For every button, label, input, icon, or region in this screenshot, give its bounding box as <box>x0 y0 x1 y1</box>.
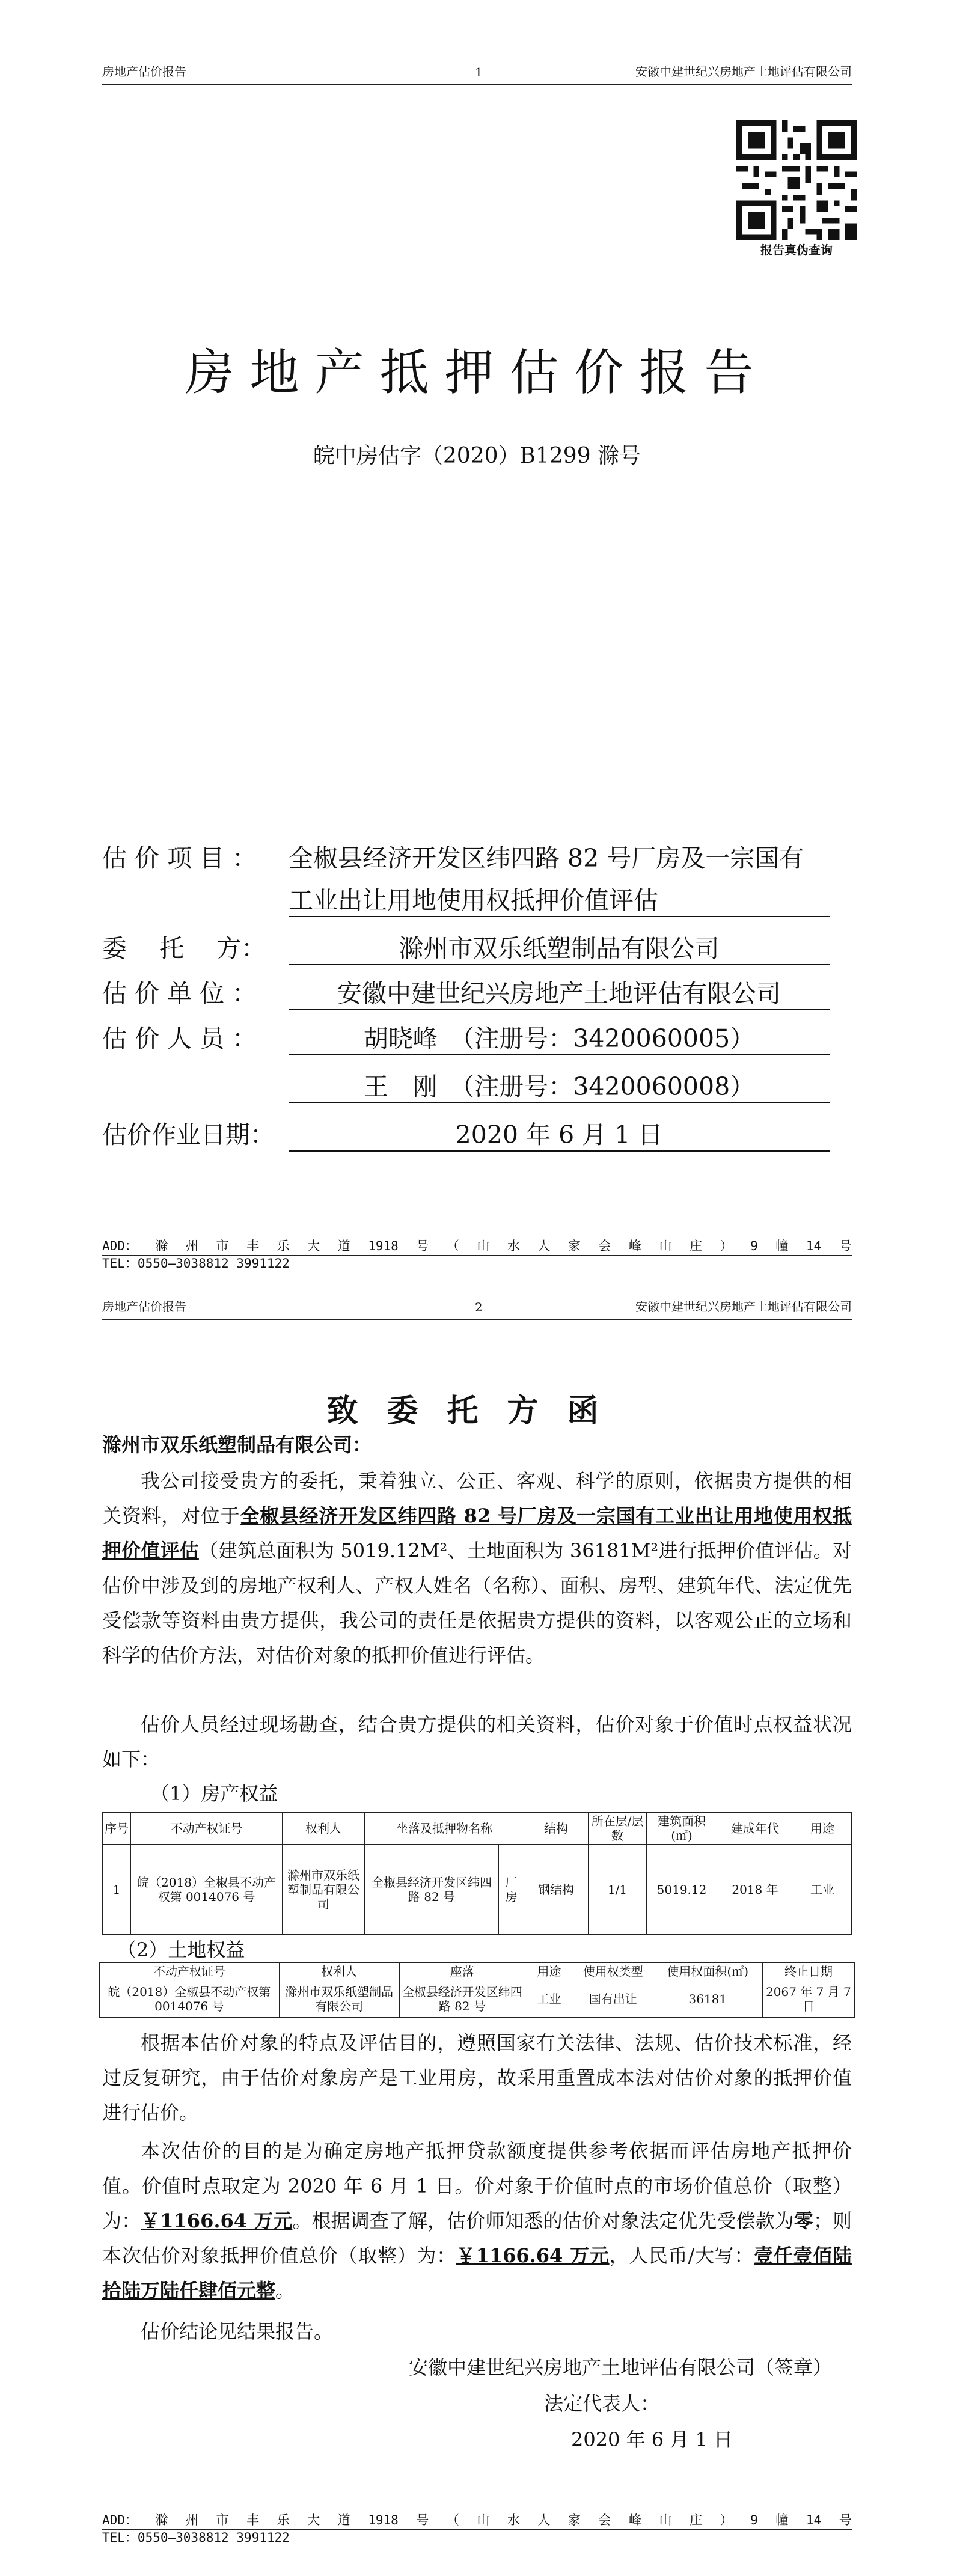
page-header <box>102 60 852 85</box>
project-label: 估 价 项 目 ： <box>102 844 257 873</box>
paragraph-inspection: 估价人员经过现场勘查，结合贵方提供的相关资料，估价对象于价值时点权益状况如下： <box>102 1713 852 1771</box>
header-report-name: 房地产估价报告 <box>102 1299 186 1314</box>
table-header-cell: 使用权面积(㎡) <box>653 1963 762 1980</box>
footer-address-token: 州 <box>186 2513 198 2527</box>
table-cell: 皖（2018）全椒县不动产权第 0014076 号 <box>100 1980 280 2018</box>
table-header-cell: 建成年代 <box>717 1813 793 1845</box>
table-header-cell: 不动产权证号 <box>131 1813 283 1845</box>
paragraph-text: ，人民币/大写： <box>609 2244 754 2267</box>
footer-address-token: 峰 <box>629 2513 642 2527</box>
project-value-line1: 全椒县经济开发区纬四路 82 号厂房及一宗国有 <box>289 844 804 873</box>
table-cell: 2018 年 <box>717 1845 793 1935</box>
table-cell: 皖（2018）全椒县不动产权第 0014076 号 <box>131 1845 283 1935</box>
footer-address-token: 会 <box>598 1239 611 1253</box>
footer-address-token: ） <box>720 1239 733 1253</box>
footer-address-token: 人 <box>537 2513 551 2527</box>
paragraph-text: 。根据调查了解，估价师知悉的估价对象法定优先受偿款为 <box>292 2209 794 2232</box>
header-page-number: 2 <box>475 1300 483 1314</box>
table-header-cell: 权利人 <box>279 1963 399 1980</box>
footer-address-token: 峰 <box>629 1239 642 1253</box>
land-rights-table <box>99 1962 855 2018</box>
table-cell: 滁州市双乐纸塑制品有限公司 <box>283 1845 365 1935</box>
footer-address-token: 山 <box>659 2513 672 2527</box>
footer-address-token: 号 <box>416 1239 429 1253</box>
signature-company: 安徽中建世纪兴房地产土地评估有限公司（签章） <box>409 2356 833 2379</box>
footer-address-token: 丰 <box>246 1239 260 1253</box>
footer-address-token: （ <box>446 1239 459 1253</box>
footer-address-token: 滁 <box>155 1239 168 1253</box>
table-header-cell: 用途 <box>793 1813 852 1845</box>
paragraph-text: 。 <box>275 2279 295 2302</box>
client-value: 滁州市双乐纸塑制品有限公司 <box>289 929 830 965</box>
table-header-row <box>103 1813 852 1845</box>
table-cell: 全椒县经济开发区纬四路 82 号 <box>365 1845 499 1935</box>
header-report-name: 房地产估价报告 <box>102 64 186 79</box>
header-company: 安徽中建世纪兴房地产土地评估有限公司 <box>635 1299 852 1314</box>
table-header-cell: 用途 <box>525 1963 573 1980</box>
signature-legal-rep: 法定代表人： <box>544 2392 660 2415</box>
table-header-cell: 座落 <box>399 1963 525 1980</box>
appraiser-label: 估 价 人 员 ： <box>102 1024 257 1053</box>
appraiser-1: 胡晓峰 （注册号：3420060005） <box>289 1019 830 1055</box>
paragraph-text: （建筑总面积为 5019.12M²、土地面积为 36181M²进行抵押价值评估。对估价中涉及到的房地产权利人、产权人姓名（名称）、面积、房型、建筑年代、法定优先受偿款等资料由贵方提供，我公司的责任是依据贵方提供的资料，以客观公正的立场和科学的估价方法，对估价对象的抵押价值进行评估。 <box>102 1539 852 1667</box>
footer-address-token: 滁 <box>155 2513 168 2527</box>
page-footer <box>102 1238 852 1271</box>
footer-address-token: 山 <box>477 1239 490 1253</box>
footer-address-token: 庄 <box>690 1239 703 1253</box>
client-label: 委 托 方： <box>102 934 266 963</box>
appraiser-2: 王 刚 （注册号：3420060008） <box>289 1067 830 1103</box>
letter-title: 致委托方函 <box>326 1393 628 1429</box>
mortgage-value-uppercase: 壹仟壹佰陆拾陆万陆仟肆佰元整 <box>102 2244 852 2302</box>
footer-address-token: 号 <box>416 2513 429 2527</box>
property-rights-table <box>102 1812 852 1935</box>
footer-address-token: 大 <box>307 1239 320 1253</box>
page-header <box>102 1295 852 1320</box>
qr-caption: 报告真伪查询 <box>760 243 833 257</box>
paragraph-commission <box>102 1463 852 1673</box>
footer-address-token: ADD： <box>102 2513 138 2527</box>
paragraph-text: ；则本次估价对象抵押价值总价（取整）为： <box>102 2209 852 2267</box>
footer-address-token: 庄 <box>690 2513 703 2527</box>
footer-address <box>102 2512 852 2528</box>
footer-address-token: 乐 <box>277 1239 290 1253</box>
footer-telephone: TEL：0550—3038812 3991122 <box>102 1256 290 1271</box>
table-row <box>103 1845 852 1935</box>
footer-address <box>102 1238 852 1254</box>
signature-date: 2020 年 6 月 1 日 <box>571 2428 733 2451</box>
table1-caption: （1）房产权益 <box>150 1782 278 1805</box>
table-cell: 钢结构 <box>524 1845 589 1935</box>
table-header-row <box>100 1963 855 1980</box>
footer-address-token: 市 <box>216 1239 229 1253</box>
table-header-cell: 权利人 <box>283 1813 365 1845</box>
table-header-cell: 不动产权证号 <box>100 1963 280 1980</box>
footer-address-token: 水 <box>507 2513 520 2527</box>
table-header-cell: 使用权类型 <box>573 1963 653 1980</box>
table-cell: 36181 <box>653 1980 762 2018</box>
footer-address-token: ADD： <box>102 1239 138 1253</box>
table-cell: 工业 <box>793 1845 852 1935</box>
table-header-cell: 终止日期 <box>762 1963 854 1980</box>
table-cell: 全椒县经济开发区纬四路 82 号 <box>399 1980 525 2018</box>
table-header-cell: 所在层/层数 <box>589 1813 647 1845</box>
report-title: 房地产抵押估价报告 <box>185 344 769 401</box>
footer-address-token: 幢 <box>775 1239 789 1253</box>
footer-address-token: 9 <box>750 2513 758 2527</box>
priority-claim-amount: 零 <box>793 2209 813 2232</box>
footer-address-token: 9 <box>750 1239 758 1253</box>
paragraph-see-report: 估价结论见结果报告。 <box>141 2320 334 2343</box>
header-page-number: 1 <box>475 65 483 79</box>
project-value-line2: 工业出让用地使用权抵押价值评估 <box>289 881 830 917</box>
header-company: 安徽中建世纪兴房地产土地评估有限公司 <box>635 64 852 79</box>
footer-address-token: ） <box>720 2513 733 2527</box>
footer-address-token: 大 <box>307 2513 320 2527</box>
salutation: 滁州市双乐纸塑制品有限公司： <box>102 1433 372 1456</box>
table-cell: 1/1 <box>589 1845 647 1935</box>
footer-address-token: 幢 <box>775 2513 789 2527</box>
page-footer <box>102 2512 852 2545</box>
footer-address-token: 号 <box>839 1239 852 1253</box>
footer-address-token: （ <box>446 2513 459 2527</box>
table-cell: 工业 <box>525 1980 573 2018</box>
table-header-cell: 结构 <box>524 1813 589 1845</box>
footer-address-token: 人 <box>537 1239 551 1253</box>
paragraph-text: 我公司接受贵方的委托，秉着独立、公正、客观、科学的原则，依据贵方提供的相关资料，对位于 <box>102 1470 852 1527</box>
footer-address-token: 乐 <box>277 2513 290 2527</box>
table-cell: 国有出让 <box>573 1980 653 2018</box>
footer-address-token: 14 <box>806 2513 822 2527</box>
work-date-value: 2020 年 6 月 1 日 <box>289 1115 830 1152</box>
footer-address-token: 14 <box>806 1239 822 1253</box>
qr-code-icon[interactable] <box>733 120 860 240</box>
table-cell: 厂房 <box>498 1845 524 1935</box>
footer-address-token: 1918 <box>368 1239 399 1253</box>
footer-telephone: TEL：0550—3038812 3991122 <box>102 2530 290 2545</box>
mortgage-value-amount: ￥1166.64 万元 <box>456 2244 610 2267</box>
table-header-cell: 坐落及抵押物名称 <box>365 1813 524 1845</box>
appraisal-unit-label: 估 价 单 位 ： <box>102 979 257 1008</box>
footer-address-token: 道 <box>337 2513 350 2527</box>
footer-address-token: 山 <box>477 2513 490 2527</box>
table-header-cell: 序号 <box>103 1813 131 1845</box>
table-row <box>100 1980 855 2018</box>
table-cell: 2067 年 7 月 7 日 <box>762 1980 854 2018</box>
appraisal-unit-value: 安徽中建世纪兴房地产土地评估有限公司 <box>289 974 830 1010</box>
footer-address-token: 山 <box>659 1239 672 1253</box>
footer-address-token: 会 <box>598 2513 611 2527</box>
work-date-label: 估价作业日期： <box>102 1120 275 1149</box>
table-cell: 滁州市双乐纸塑制品有限公司 <box>279 1980 399 2018</box>
footer-address-token: 州 <box>186 1239 198 1253</box>
footer-address-token: 号 <box>839 2513 852 2527</box>
market-value-amount: ￥1166.64 万元 <box>141 2209 293 2232</box>
footer-address-token: 市 <box>216 2513 229 2527</box>
footer-address-token: 1918 <box>368 2513 399 2527</box>
table-cell: 1 <box>103 1845 131 1935</box>
footer-address-token: 丰 <box>246 2513 260 2527</box>
table-cell: 5019.12 <box>647 1845 717 1935</box>
footer-address-token: 道 <box>337 1239 350 1253</box>
paragraph-conclusion <box>102 2134 852 2308</box>
paragraph-method: 根据本估价对象的特点及评估目的，遵照国家有关法律、法规、估价技术标准，经过反复研究，由于估价对象房产是工业用房，故采用重置成本法对估价对象的抵押价值进行估价。 <box>102 2031 852 2124</box>
footer-address-token: 家 <box>567 1239 581 1253</box>
footer-address-token: 水 <box>507 1239 520 1253</box>
document-number: 皖中房估字（2020）B1299 滁号 <box>313 444 641 468</box>
table-header-cell: 建筑面积(㎡) <box>647 1813 717 1845</box>
footer-address-token: 家 <box>567 2513 581 2527</box>
table2-caption: （2）土地权益 <box>117 1938 245 1961</box>
project-name-emphasis: 全椒县经济开发区纬四路 82 号厂房及一宗国有工业出让用地使用权抵押价值评估 <box>102 1504 852 1562</box>
paragraph-text: 本次估价的目的是为确定房地产抵押贷款额度提供参考依据而评估房地产抵押价值。价值时点取定为 2020 年 6 月 1 日。价对象于价值时点的市场价值总价（取整）为： <box>102 2140 852 2232</box>
